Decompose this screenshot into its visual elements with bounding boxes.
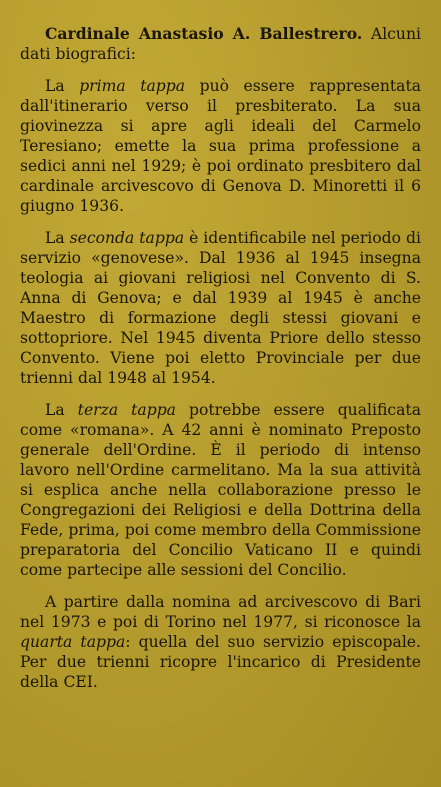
paragraph-terza-tappa — [20, 400, 421, 580]
paragraph-text: potrebbe essere qualificata come «romana». A 42 anni è nominato Preposto generale dell'Ordine. È il periodo di intenso lavoro nell'Ordine carmelitano. Ma la sua attività si esplica anche nella collaborazione presso le Congregazioni dei Religiosi e della Dottrina della Fede, prima, poi come membro della Commissione preparatoria del Concilio Vaticano II e quindi come partecipe alle sessioni del Concilio. — [20, 401, 421, 579]
paragraph-prima-tappa — [20, 76, 421, 216]
paragraph-text: La — [45, 77, 80, 95]
paragraph-text: : quella del suo servizio episcopale. Per due trienni ricopre l'incarico di Presidente della CEI. — [20, 633, 421, 691]
paragraph-text: La — [45, 229, 70, 247]
cardinal-name: Cardinale Anastasio A. Ballestrero. — [45, 24, 363, 43]
paragraph-text: è identificabile nel periodo di servizio «genovese». Dal 1936 al 1945 insegna teologia ai giovani religiosi nel Convento di S. Anna di Genova; e dal 1939 al 1945 è anche Maestro di formazione degli stessi giovani e sottopriore. Nel 1945 diventa Priore dello stesso Convento. Viene poi eletto Provinciale per due trienni dal 1948 al 1954. — [20, 229, 421, 387]
paragraph-text: può essere rappresentata dall'itinerario verso il presbiterato. La sua giovinezza si apre agli ideali del Carmelo Teresiano; emette la sua prima professione a sedici anni nel 1929; è poi ordinato presbitero dal cardinale arcivescovo di Genova D. Minoretti il 6 giugno 1936. — [20, 77, 422, 215]
paragraph-text: A partire dalla nomina ad arcivescovo di Bari nel 1973 e poi di Torino nel 1977, si riconosce la — [20, 593, 421, 631]
paragraph-text: La — [45, 401, 78, 419]
emphasis-seconda-tappa: seconda tappa — [69, 229, 185, 247]
emphasis-terza-tappa: terza tappa — [77, 401, 176, 419]
paragraph-quarta-tappa — [20, 592, 421, 692]
emphasis-quarta-tappa: quarta tappa — [20, 633, 126, 651]
paragraph-seconda-tappa — [20, 228, 421, 388]
intro-text: Alcuni dati biografici: — [20, 25, 421, 63]
emphasis-prima-tappa: prima tappa — [79, 77, 186, 95]
intro-paragraph — [20, 24, 421, 64]
